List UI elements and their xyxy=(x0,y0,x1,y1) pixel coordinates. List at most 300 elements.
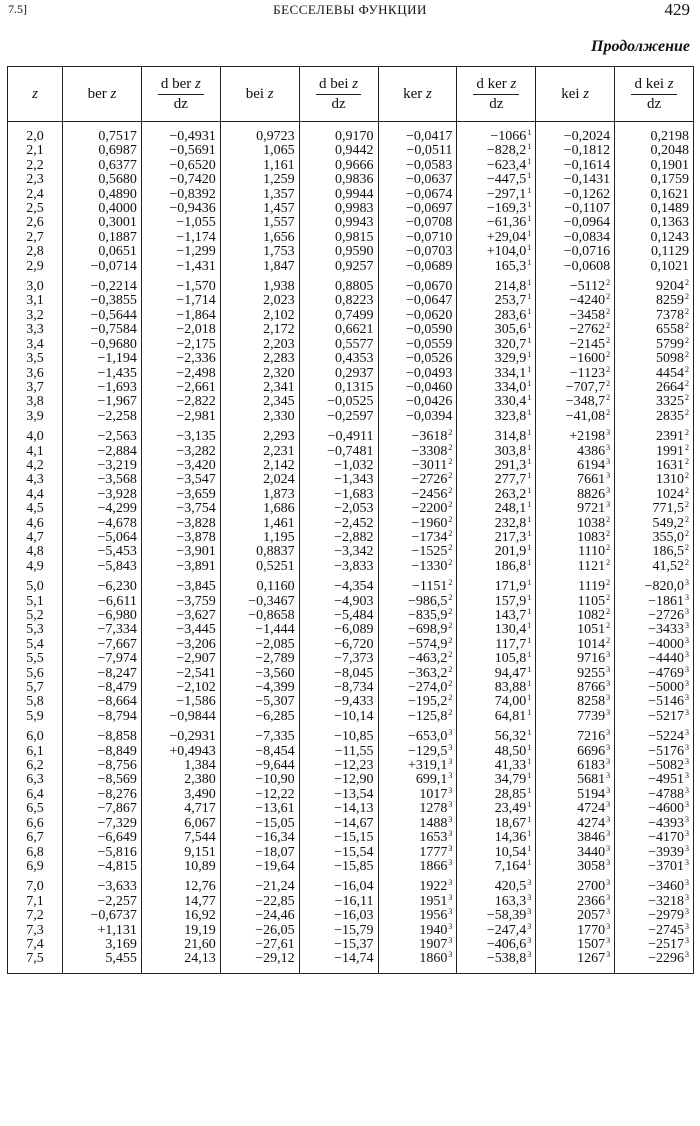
cell-dker: 34,79$^1$ xyxy=(457,773,536,787)
cell-z: 3,2 xyxy=(8,309,63,323)
cell-bei: 0,9723 xyxy=(220,130,299,144)
page-title: БЕССЕЛЕВЫ ФУНКЦИИ xyxy=(273,2,427,17)
cell-ker: −0,0493 xyxy=(378,367,457,381)
exponent-marker: 1 xyxy=(527,200,532,210)
cell-kei: −0,0716 xyxy=(536,245,615,259)
exponent-marker: 3 xyxy=(448,728,453,738)
cell-dber: +0,4943 xyxy=(141,745,220,759)
table-row xyxy=(8,130,694,144)
exponent-marker: 2 xyxy=(448,528,453,538)
exponent-marker: 3 xyxy=(606,843,611,853)
cell-dkei: 186,5$^2$ xyxy=(615,545,694,559)
cell-dber: −3,828 xyxy=(141,517,220,531)
exponent-marker: 2 xyxy=(606,321,611,331)
exponent-marker: 3 xyxy=(606,693,611,703)
exponent-marker: 2 xyxy=(448,578,453,588)
cell-dber: 24,13 xyxy=(141,952,220,973)
cell-bei: −10,90 xyxy=(220,773,299,787)
cell-ber: 0,6987 xyxy=(63,144,142,158)
cell-z: 3,9 xyxy=(8,410,63,424)
cell-bei: −22,85 xyxy=(220,895,299,909)
exponent-marker: 1 xyxy=(527,485,532,495)
exponent-marker: 2 xyxy=(606,378,611,388)
cell-kei: $-41,08^2$ xyxy=(536,410,615,424)
cell-z: 4,2 xyxy=(8,459,63,473)
cell-dker: 330,4$^1$ xyxy=(457,395,536,409)
cell-dber: −3,420 xyxy=(141,459,220,473)
exponent-marker: 2 xyxy=(448,471,453,481)
cell-kei: 3846$^3$ xyxy=(536,831,615,845)
cell-z: 3,1 xyxy=(8,294,63,308)
exponent-marker: 3 xyxy=(685,878,689,888)
exponent-marker: 1 xyxy=(527,171,532,181)
exponent-marker: 2 xyxy=(685,335,689,345)
cell-dkei: $-2726^3$ xyxy=(615,609,694,623)
cell-ber: −8,756 xyxy=(63,759,142,773)
cell-bei: −8,454 xyxy=(220,745,299,759)
cell-ber: 3,169 xyxy=(63,938,142,952)
cell-z: 6,4 xyxy=(8,788,63,802)
cell-ker: −0,0417 xyxy=(378,130,457,144)
exponent-marker: 3 xyxy=(606,950,611,960)
exponent-marker: 1 xyxy=(527,442,532,452)
exponent-marker: 2 xyxy=(685,557,689,567)
exponent-marker: 3 xyxy=(685,785,689,795)
cell-dber: 6,067 xyxy=(141,817,220,831)
cell-z: 3,4 xyxy=(8,338,63,352)
cell-kei: 7216$^3$ xyxy=(536,724,615,744)
cell-kei: 2366$^3$ xyxy=(536,895,615,909)
cell-ker: $-2200^2$ xyxy=(378,502,457,516)
cell-dker: 329,9$^1$ xyxy=(457,352,536,366)
cell-ker: 1278$^3$ xyxy=(378,802,457,816)
table-row xyxy=(8,623,694,637)
table-row xyxy=(8,323,694,337)
cell-dber: 7,544 xyxy=(141,831,220,845)
cell-bei: −9,644 xyxy=(220,759,299,773)
cell-dker: 186,8$^1$ xyxy=(457,560,536,574)
cell-bei: 2,320 xyxy=(220,367,299,381)
cell-dkei: 5799$^2$ xyxy=(615,338,694,352)
exponent-marker: 1 xyxy=(527,693,532,703)
cell-ber: −5,064 xyxy=(63,531,142,545)
cell-ker: $-986,5^2$ xyxy=(378,595,457,609)
cell-dker: $-58,39^3$ xyxy=(457,909,536,923)
exponent-marker: 3 xyxy=(685,621,689,631)
variable-z: z xyxy=(110,85,117,102)
exponent-marker: 3 xyxy=(448,950,453,960)
cell-ber: −2,257 xyxy=(63,895,142,909)
cell-kei: 4386$^3$ xyxy=(536,445,615,459)
exponent-marker: 3 xyxy=(527,907,532,917)
table-row xyxy=(8,173,694,187)
cell-z: 7,4 xyxy=(8,938,63,952)
table-row xyxy=(8,874,694,894)
cell-z: 5,4 xyxy=(8,638,63,652)
cell-dbei: −15,79 xyxy=(299,924,378,938)
exponent-marker: 2 xyxy=(685,292,689,302)
exponent-marker: 2 xyxy=(606,621,611,631)
cell-z: 6,7 xyxy=(8,831,63,845)
cell-ker: 1907$^3$ xyxy=(378,938,457,952)
exponent-marker: 2 xyxy=(685,350,689,360)
cell-kei: $-4240^2$ xyxy=(536,294,615,308)
cell-dker: $+104,0^1$ xyxy=(457,245,536,259)
cell-dber: −3,878 xyxy=(141,531,220,545)
cell-dker: 64,81$^1$ xyxy=(457,710,536,724)
cell-dkei: $-4769^3$ xyxy=(615,667,694,681)
cell-dber: −3,659 xyxy=(141,488,220,502)
exponent-marker: 2 xyxy=(448,442,453,452)
cell-dker: 23,49$^1$ xyxy=(457,802,536,816)
cell-z: 5,0 xyxy=(8,574,63,594)
cell-bei: −21,24 xyxy=(220,874,299,894)
cell-dker: $-828,2^1$ xyxy=(457,144,536,158)
cell-ber: −1,435 xyxy=(63,367,142,381)
exponent-marker: 1 xyxy=(527,456,532,466)
cell-ker: 1017$^3$ xyxy=(378,788,457,802)
cell-dkei: 2664$^2$ xyxy=(615,381,694,395)
cell-dber: 2,380 xyxy=(141,773,220,787)
exponent-marker: 2 xyxy=(606,278,611,288)
cell-dkei: $-5146^3$ xyxy=(615,695,694,709)
exponent-marker: 2 xyxy=(448,635,453,645)
exponent-marker: 3 xyxy=(606,485,611,495)
cell-dkei: $-5217^3$ xyxy=(615,710,694,724)
exponent-marker: 1 xyxy=(527,621,532,631)
cell-kei: 1038$^2$ xyxy=(536,517,615,531)
cell-dkei: 0,1129 xyxy=(615,245,694,259)
exponent-marker: 1 xyxy=(527,257,532,267)
cell-ber: −1,693 xyxy=(63,381,142,395)
cell-dker: 74,00$^1$ xyxy=(457,695,536,709)
cell-ber: −0,6737 xyxy=(63,909,142,923)
exponent-marker: 1 xyxy=(527,321,532,331)
column-header-kei: kei z xyxy=(536,67,615,122)
cell-bei: 2,341 xyxy=(220,381,299,395)
cell-dker: 14,36$^1$ xyxy=(457,831,536,845)
cell-dkei: $-3939^3$ xyxy=(615,846,694,860)
exponent-marker: 2 xyxy=(685,442,689,452)
exponent-marker: 3 xyxy=(685,800,689,810)
cell-bei: 2,172 xyxy=(220,323,299,337)
cell-bei: −5,307 xyxy=(220,695,299,709)
column-header-bei: bei z xyxy=(220,67,299,122)
cell-bei: −0,3467 xyxy=(220,595,299,609)
cell-ber: 0,6377 xyxy=(63,159,142,173)
cell-kei: $-1123^2$ xyxy=(536,367,615,381)
exponent-marker: 1 xyxy=(527,528,532,538)
exponent-marker: 1 xyxy=(527,635,532,645)
exponent-marker: 1 xyxy=(527,142,532,152)
cell-dbei: −16,03 xyxy=(299,909,378,923)
cell-bei: 2,203 xyxy=(220,338,299,352)
table-row xyxy=(8,574,694,594)
cell-z: 2,3 xyxy=(8,173,63,187)
cell-dbei: −4,903 xyxy=(299,595,378,609)
cell-z: 6,1 xyxy=(8,745,63,759)
cell-dkei: 0,2048 xyxy=(615,144,694,158)
cell-dbei: −5,484 xyxy=(299,609,378,623)
exponent-marker: 3 xyxy=(685,679,689,689)
cell-ber: −0,2214 xyxy=(63,274,142,294)
cell-ber: −8,858 xyxy=(63,724,142,744)
cell-ber: −3,219 xyxy=(63,459,142,473)
cell-dker: 157,9$^1$ xyxy=(457,595,536,609)
exponent-marker: 3 xyxy=(448,857,453,867)
cell-z: 2,7 xyxy=(8,231,63,245)
exponent-marker: 2 xyxy=(448,664,453,674)
cell-dker: $-1066^1$ xyxy=(457,130,536,144)
cell-dber: −3,135 xyxy=(141,424,220,444)
cell-dker: 420,5$^3$ xyxy=(457,874,536,894)
cell-ber: −8,479 xyxy=(63,681,142,695)
table-row xyxy=(8,144,694,158)
table-row xyxy=(8,159,694,173)
bessel-functions-table xyxy=(7,66,694,974)
cell-ker: −0,0460 xyxy=(378,381,457,395)
exponent-marker: 2 xyxy=(448,693,453,703)
cell-ber: −0,3855 xyxy=(63,294,142,308)
exponent-marker: 3 xyxy=(685,857,689,867)
table-header-row xyxy=(8,67,694,122)
cell-z: 3,5 xyxy=(8,352,63,366)
cell-dkei: 2391$^2$ xyxy=(615,424,694,444)
cell-ker: −0,0670 xyxy=(378,274,457,294)
exponent-marker: 1 xyxy=(527,707,532,717)
cell-dber: 9,151 xyxy=(141,846,220,860)
cell-dkei: $-2296^3$ xyxy=(615,952,694,973)
cell-dbei: −12,23 xyxy=(299,759,378,773)
exponent-marker: 1 xyxy=(527,728,532,738)
cell-dkei: $-4788^3$ xyxy=(615,788,694,802)
cell-dkei: $-5000^3$ xyxy=(615,681,694,695)
cell-bei: −7,335 xyxy=(220,724,299,744)
cell-z: 5,9 xyxy=(8,710,63,724)
table-row xyxy=(8,473,694,487)
table-row xyxy=(8,745,694,759)
cell-bei: −6,285 xyxy=(220,710,299,724)
cell-dker: 217,3$^1$ xyxy=(457,531,536,545)
cell-ber: 0,3001 xyxy=(63,216,142,230)
cell-kei: $-1600^2$ xyxy=(536,352,615,366)
cell-dkei: $-3701^3$ xyxy=(615,860,694,874)
table-row xyxy=(8,216,694,230)
cell-kei: 1121$^2$ xyxy=(536,560,615,574)
cell-dber: −0,7420 xyxy=(141,173,220,187)
cell-z: 5,8 xyxy=(8,695,63,709)
exponent-marker: 3 xyxy=(606,428,611,438)
cell-z: 7,0 xyxy=(8,874,63,894)
cell-dker: 201,9$^1$ xyxy=(457,545,536,559)
cell-dkei: $-3218^3$ xyxy=(615,895,694,909)
cell-dkei: $-5224^3$ xyxy=(615,724,694,744)
table-row xyxy=(8,352,694,366)
cell-ker: $-125,8^2$ xyxy=(378,710,457,724)
exponent-marker: 3 xyxy=(448,907,453,917)
cell-dbei: 0,8805 xyxy=(299,274,378,294)
exponent-marker: 3 xyxy=(606,728,611,738)
cell-z: 5,6 xyxy=(8,667,63,681)
cell-ker: $-1525^2$ xyxy=(378,545,457,559)
cell-z: 2,6 xyxy=(8,216,63,230)
cell-ber: 0,5680 xyxy=(63,173,142,187)
table-row xyxy=(8,367,694,381)
cell-bei: −3,560 xyxy=(220,667,299,681)
cell-kei: 6183$^3$ xyxy=(536,759,615,773)
exponent-marker: 3 xyxy=(685,921,689,931)
cell-bei: −2,789 xyxy=(220,652,299,666)
cell-ker: $-3308^2$ xyxy=(378,445,457,459)
cell-dker: 323,8$^1$ xyxy=(457,410,536,424)
exponent-marker: 1 xyxy=(527,800,532,810)
cell-dkei: $-3433^3$ xyxy=(615,623,694,637)
cell-dker: 10,54$^1$ xyxy=(457,846,536,860)
cell-ber: −8,569 xyxy=(63,773,142,787)
exponent-marker: 1 xyxy=(527,829,532,839)
cell-ker: −0,0703 xyxy=(378,245,457,259)
cell-ber: −3,928 xyxy=(63,488,142,502)
cell-z: 7,2 xyxy=(8,909,63,923)
variable-z: z xyxy=(352,75,359,92)
cell-dbei: −11,55 xyxy=(299,745,378,759)
exponent-marker: 3 xyxy=(448,742,453,752)
cell-bei: −1,444 xyxy=(220,623,299,637)
cell-z: 2,4 xyxy=(8,188,63,202)
exponent-marker: 3 xyxy=(685,814,689,824)
cell-dbei: −13,54 xyxy=(299,788,378,802)
cell-dker: 94,47$^1$ xyxy=(457,667,536,681)
cell-dker: 165,3$^1$ xyxy=(457,260,536,274)
cell-ber: −7,329 xyxy=(63,817,142,831)
exponent-marker: 3 xyxy=(685,907,689,917)
cell-z: 5,7 xyxy=(8,681,63,695)
exponent-marker: 2 xyxy=(685,528,689,538)
exponent-marker: 3 xyxy=(448,921,453,931)
cell-ker: −0,0637 xyxy=(378,173,457,187)
exponent-marker: 1 xyxy=(527,407,532,417)
exponent-marker: 1 xyxy=(527,350,532,360)
cell-kei: $-5112^2$ xyxy=(536,274,615,294)
cell-kei: 1014$^2$ xyxy=(536,638,615,652)
exponent-marker: 2 xyxy=(685,485,689,495)
cell-dbei: 0,7499 xyxy=(299,309,378,323)
cell-bei: 0,8837 xyxy=(220,545,299,559)
cell-dker: 314,8$^1$ xyxy=(457,424,536,444)
cell-dker: $-406,6^3$ xyxy=(457,938,536,952)
column-header-dkei xyxy=(615,67,694,122)
cell-kei: 6696$^3$ xyxy=(536,745,615,759)
cell-dkei: $-2979^3$ xyxy=(615,909,694,923)
cell-ber: −5,453 xyxy=(63,545,142,559)
table-row xyxy=(8,652,694,666)
cell-dber: 21,60 xyxy=(141,938,220,952)
exponent-marker: 2 xyxy=(685,407,689,417)
cell-kei: −0,0964 xyxy=(536,216,615,230)
exponent-marker: 2 xyxy=(606,578,611,588)
cell-dkei: 4454$^2$ xyxy=(615,367,694,381)
exponent-marker: 3 xyxy=(606,935,611,945)
cell-dkei: 5098$^2$ xyxy=(615,352,694,366)
exponent-marker: 2 xyxy=(448,428,453,438)
cell-bei: −29,12 xyxy=(220,952,299,973)
cell-dber: −3,891 xyxy=(141,560,220,574)
table-row xyxy=(8,667,694,681)
cell-bei: −16,34 xyxy=(220,831,299,845)
cell-dker: 283,6$^1$ xyxy=(457,309,536,323)
cell-kei: −0,1431 xyxy=(536,173,615,187)
exponent-marker: 2 xyxy=(606,306,611,316)
cell-bei: −12,22 xyxy=(220,788,299,802)
cell-dker: 305,6$^1$ xyxy=(457,323,536,337)
cell-bei: −24,46 xyxy=(220,909,299,923)
cell-dber: −2,907 xyxy=(141,652,220,666)
cell-ker: −0,0620 xyxy=(378,309,457,323)
cell-dkei: 1631$^2$ xyxy=(615,459,694,473)
cell-bei: 2,330 xyxy=(220,410,299,424)
cell-bei: 2,142 xyxy=(220,459,299,473)
table-row xyxy=(8,895,694,909)
exponent-marker: 3 xyxy=(448,814,453,824)
exponent-marker: 1 xyxy=(527,306,532,316)
cell-dber: −3,901 xyxy=(141,545,220,559)
cell-dbei: −16,11 xyxy=(299,895,378,909)
cell-ber: −0,5644 xyxy=(63,309,142,323)
cell-dber: 14,77 xyxy=(141,895,220,909)
exponent-marker: 2 xyxy=(606,607,611,616)
exponent-marker: 2 xyxy=(448,456,453,466)
cell-dkei: $-820,0^3$ xyxy=(615,574,694,594)
exponent-marker: 1 xyxy=(527,128,532,137)
cell-dbei: −0,2597 xyxy=(299,410,378,424)
cell-dkei: 0,1363 xyxy=(615,216,694,230)
exponent-marker: 1 xyxy=(527,843,532,853)
cell-bei: 2,102 xyxy=(220,309,299,323)
exponent-marker: 3 xyxy=(527,935,532,945)
cell-dber: −0,8392 xyxy=(141,188,220,202)
cell-z: 5,1 xyxy=(8,595,63,609)
cell-dker: $-538,8^3$ xyxy=(457,952,536,973)
exponent-marker: 3 xyxy=(685,950,689,960)
cell-dber: 10,89 xyxy=(141,860,220,874)
cell-dker: 291,3$^1$ xyxy=(457,459,536,473)
cell-dker: $-623,4^1$ xyxy=(457,159,536,173)
cell-kei: 7739$^3$ xyxy=(536,710,615,724)
cell-dker: 232,8$^1$ xyxy=(457,517,536,531)
exponent-marker: 3 xyxy=(448,800,453,810)
cell-z: 4,4 xyxy=(8,488,63,502)
cell-z: 4,3 xyxy=(8,473,63,487)
cell-dkei: 0,1243 xyxy=(615,231,694,245)
exponent-marker: 3 xyxy=(606,707,611,717)
cell-kei: −0,2024 xyxy=(536,130,615,144)
exponent-marker: 1 xyxy=(527,471,532,481)
cell-dber: −1,174 xyxy=(141,231,220,245)
cell-dber: −3,759 xyxy=(141,595,220,609)
cell-ker: $-1151^2$ xyxy=(378,574,457,594)
exponent-marker: 3 xyxy=(448,892,453,902)
cell-dker: 334,1$^1$ xyxy=(457,367,536,381)
cell-kei: $-2145^2$ xyxy=(536,338,615,352)
cell-ker: $-835,9^2$ xyxy=(378,609,457,623)
cell-dker: 117,7$^1$ xyxy=(457,638,536,652)
cell-bei: 1,873 xyxy=(220,488,299,502)
cell-kei: 7661$^3$ xyxy=(536,473,615,487)
exponent-marker: 2 xyxy=(685,428,689,438)
exponent-marker: 3 xyxy=(448,771,453,781)
cell-dkei: 41,52$^2$ xyxy=(615,560,694,574)
cell-z: 4,5 xyxy=(8,502,63,516)
